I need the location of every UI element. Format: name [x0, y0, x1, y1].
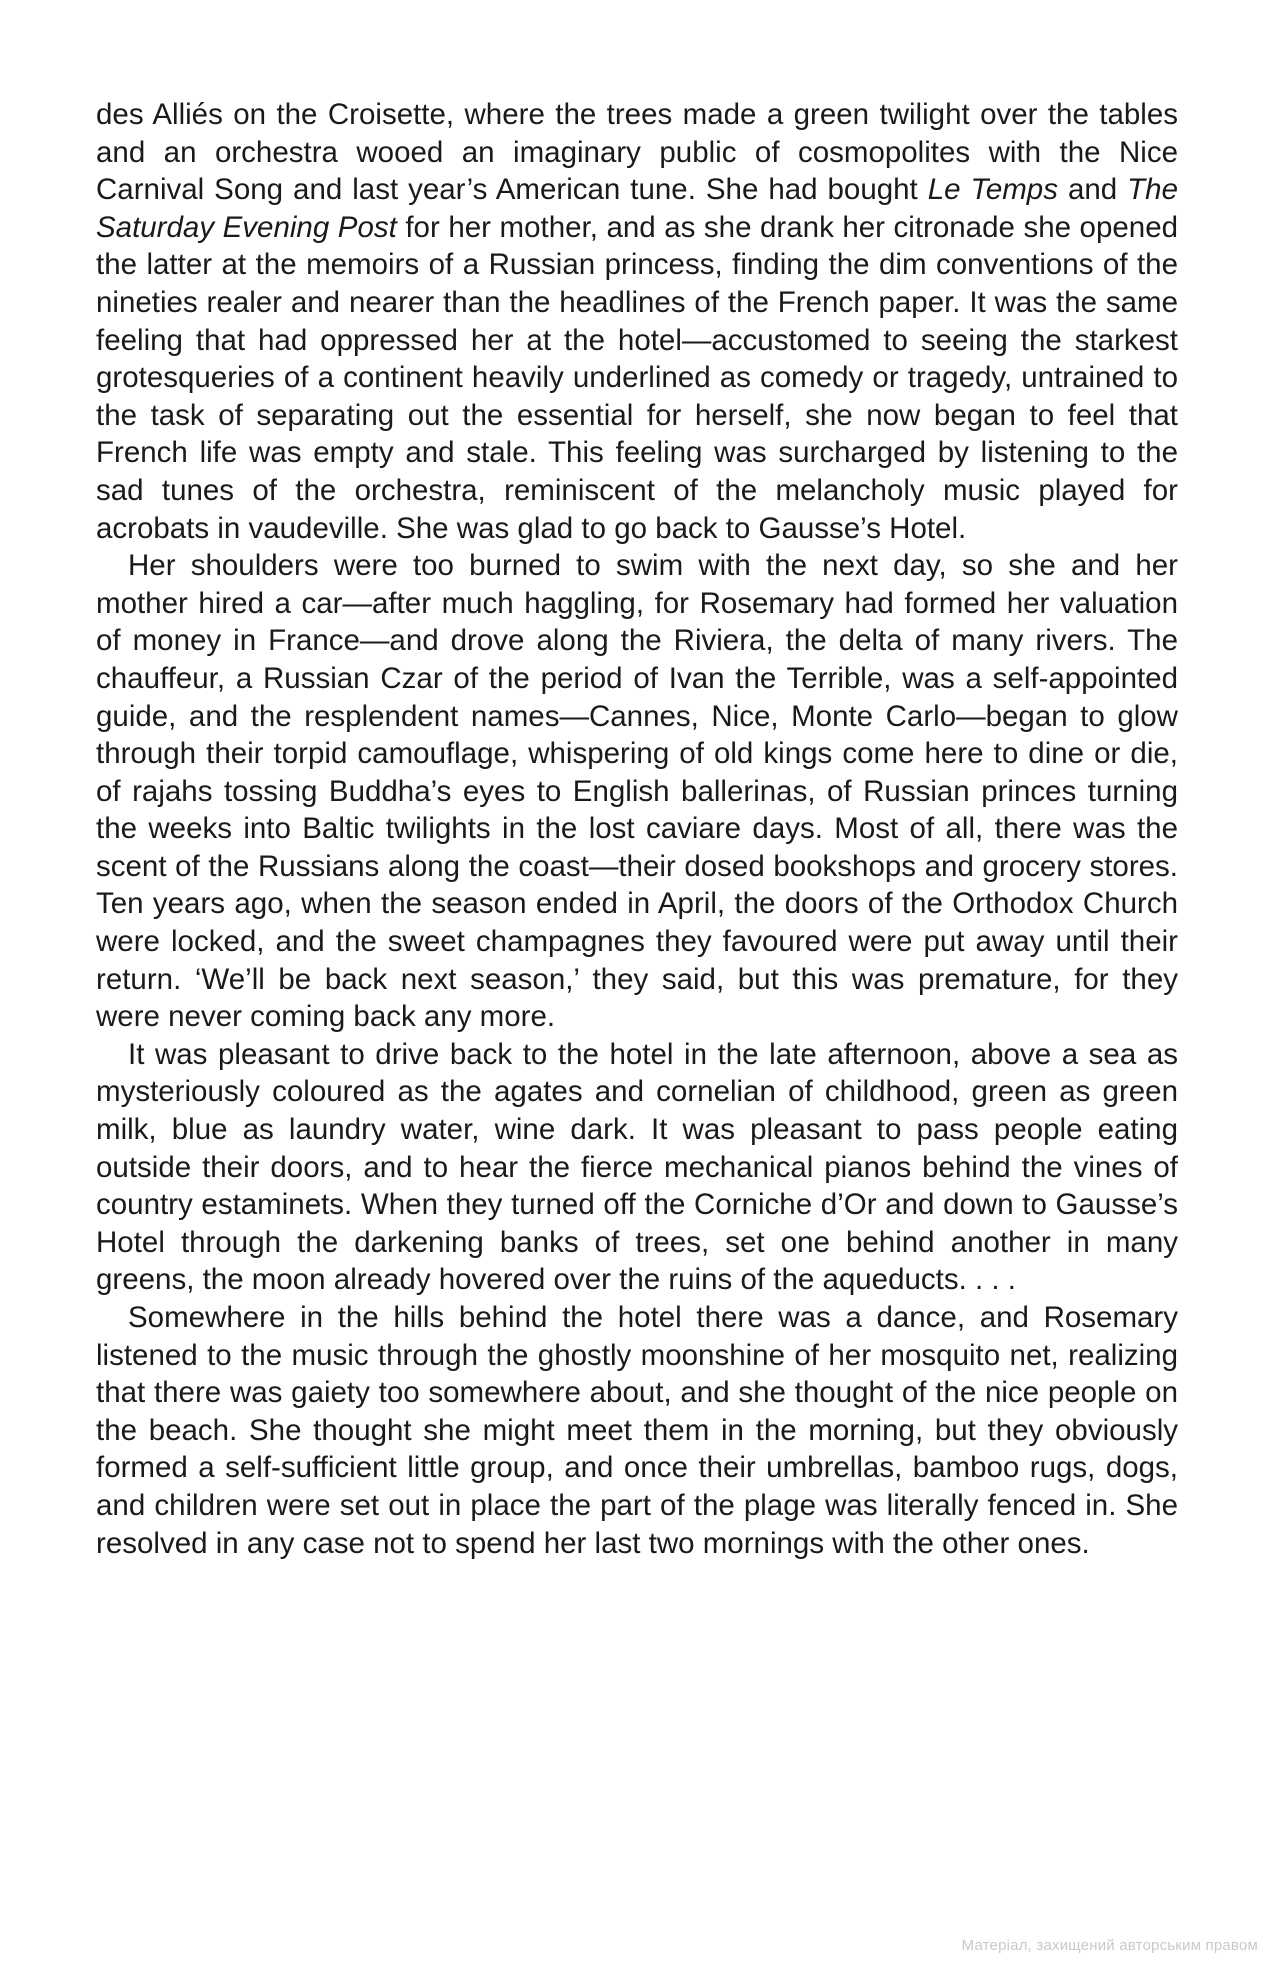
- copyright-watermark: Матеріал, захищений авторським правом: [961, 1937, 1258, 1954]
- paragraph-3: [96, 1036, 1178, 1299]
- paragraph-3-text: It was pleasant to drive back to the hotel in the late afternoon, above a sea as mysteriously coloured as the agates and cornelian of childhood, green as green milk, blue as laundry water, wine dark. It was pleasant to pass people eating outside their doors, and to hear the fierce mechanical pianos behind the vines of country estaminets. When they turned off the Corniche d’Or and down to Gausse’s Hotel through the darkening banks of trees, set one behind another in many greens, the moon already hovered over the ruins of the aqueducts. . . .: [96, 1037, 1178, 1297]
- paragraph-4: [96, 1299, 1178, 1562]
- paragraph-2-text: Her shoulders were too burned to swim with the next day, so she and her mother hired a car—after much haggling, for Rosemary had formed her valuation of money in France—and drove along the Riviera, the delta of many rivers. The chauffeur, a Russian Czar of the period of Ivan the Terrible, was a self-appointed guide, and the resplendent names—Cannes, Nice, Monte Carlo—began to glow through their torpid camouflage, whispering of old kings come here to dine or die, of rajahs tossing Buddha’s eyes to English ballerinas, of Russian princes turning the weeks into Baltic twilights in the lost caviare days. Most of all, there was the scent of the Russians along the coast—their dosed bookshops and grocery stores. Ten years ago, when the season ended in April, the doors of the Orthodox Church were locked, and the sweet champagnes they favoured were put away until their return. ‘We’ll be back next season,’ they said, but this was premature, for they were never coming back any more.: [96, 549, 1178, 1034]
- paragraph-4-text: Somewhere in the hills behind the hotel there was a dance, and Rosemary listened to the music through the ghostly moonshine of her mosquito net, realizing that there was gaiety too somewhere about, and she thought of the nice people on the beach. She thought she might meet them in the morning, but they obviously formed a self-sufficient little group, and once their umbrellas, bamboo rugs, dogs, and children were set out in place the part of the plage was literally fenced in. She resolved in any case not to spend her last two mornings with the other ones.: [96, 1301, 1178, 1560]
- paragraph-1-text-2: and: [1057, 173, 1128, 207]
- page-text-body: [96, 96, 1178, 1562]
- paragraph-1-text-3: for her mother, and as she drank her citronade she opened the latter at the memoirs of a Russian princess, finding the dim conventions of the nineties realer and nearer than the headlines of the French paper. It was the same feeling that had oppressed her at the hotel—accustomed to seeing the starkest grotesqueries of a continent heavily underlined as comedy or tragedy, untrained to the task of separating out the essential for herself, she now began to feel that French life was empty and stale. This feeling was surcharged by listening to the sad tunes of the orchestra, reminiscent of the melancholy music played for acrobats in vaudeville. She was glad to go back to Gausse’s Hotel.: [96, 210, 1179, 545]
- paragraph-1-text-1: des Alliés on the Croisette, where the trees made a green twilight over the tables and an orchestra wooed an imaginary public of cosmopolites with the Nice Carnival Song and last year’s American tune. She had bought: [96, 98, 1178, 207]
- magazine-title-saturday-evening-post: The Saturday Evening Post: [96, 173, 1178, 244]
- newspaper-title-le-temps: Le Temps: [927, 173, 1058, 207]
- paragraph-1: [96, 96, 1178, 547]
- paragraph-2: [96, 547, 1178, 1036]
